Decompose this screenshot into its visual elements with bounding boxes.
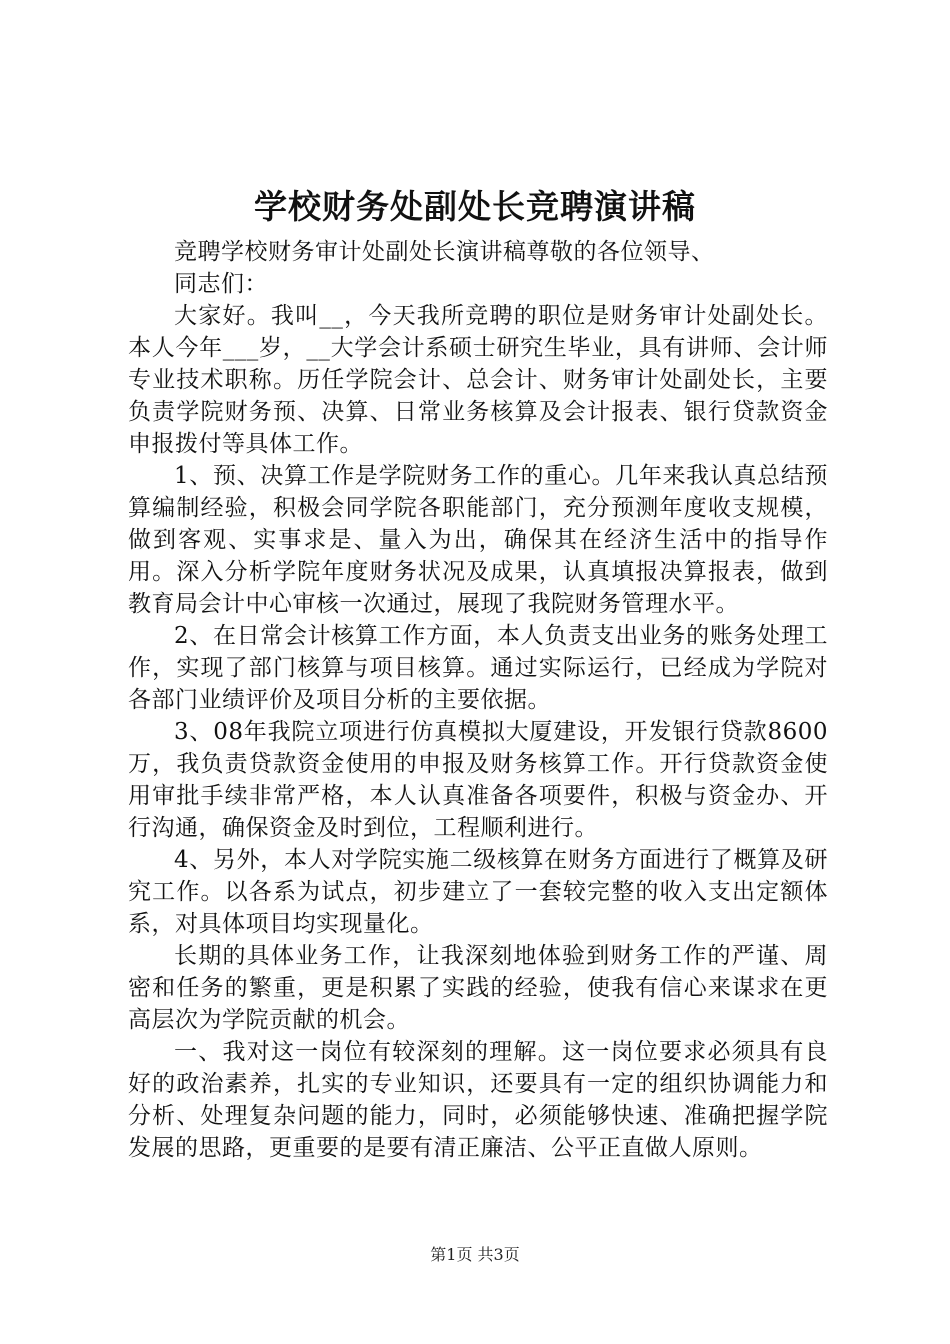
body-paragraph: 3、08年我院立项进行仿真模拟大厦建设，开发银行贷款8600万，我负责贷款资金使用的申报及财务核算工作。开行贷款资金使用审批手续非常严格，本人认真准备各项要件，积极与资金办、开行沟通，确保资金及时到位，工程顺利进行。 bbox=[128, 719, 828, 841]
salutation-line: 同志们： bbox=[174, 271, 268, 297]
body-paragraph: 1、预、决算工作是学院财务工作的重心。几年来我认真总结预算编制经验，积极会同学院各职能部门，充分预测年度收支规模，做到客观、实事求是、量入为出，确保其在经济生活中的指导作用。深入分析学院年度财务状况及成果，认真填报决算报表，做到教育局会计中心审核一次通过，展现了我院财务管理水平。 bbox=[128, 463, 828, 617]
intro-paragraph: 大家好。我叫__，今天我所竞聘的职位是财务审计处副处长。本人今年___岁，__大学会计系硕士研究生毕业，具有讲师、会计师专业技术职称。历任学院会计、总会计、财务审计处副处长，主要负责学院财务预、决算、日常业务核算及会计报表、银行贷款资金申报拨付等具体工作。 bbox=[128, 303, 828, 457]
body-paragraph: 4、另外，本人对学院实施二级核算在财务方面进行了概算及研究工作。以各系为试点，初步建立了一套较完整的收入支出定额体系，对具体项目均实现量化。 bbox=[128, 847, 828, 937]
body-paragraph: 2、在日常会计核算工作方面，本人负责支出业务的账务处理工作，实现了部门核算与项目核算。通过实际运行，已经成为学院对各部门业绩评价及项目分析的主要依据。 bbox=[128, 623, 828, 713]
document-title: 学校财务处副处长竞聘演讲稿 bbox=[254, 187, 696, 226]
body-paragraph: 一、我对这一岗位有较深刻的理解。这一岗位要求必须具有良好的政治素养，扎实的专业知识，还要具有一定的组织协调能力和分析、处理复杂问题的能力，同时，必须能够快速、准确把握学院发展的思路，更重要的是要有清正廉洁、公平正直做人原则。 bbox=[128, 1039, 828, 1161]
page-number-footer: 第1页 共3页 bbox=[430, 1245, 520, 1264]
body-paragraph: 长期的具体业务工作，让我深刻地体验到财务工作的严谨、周密和任务的繁重，更是积累了实践的经验，使我有信心来谋求在更高层次为学院贡献的机会。 bbox=[128, 943, 828, 1033]
document-body bbox=[128, 236, 828, 1164]
salutation-line: 竞聘学校财务审计处副处长演讲稿尊敬的各位领导、 bbox=[174, 239, 715, 265]
